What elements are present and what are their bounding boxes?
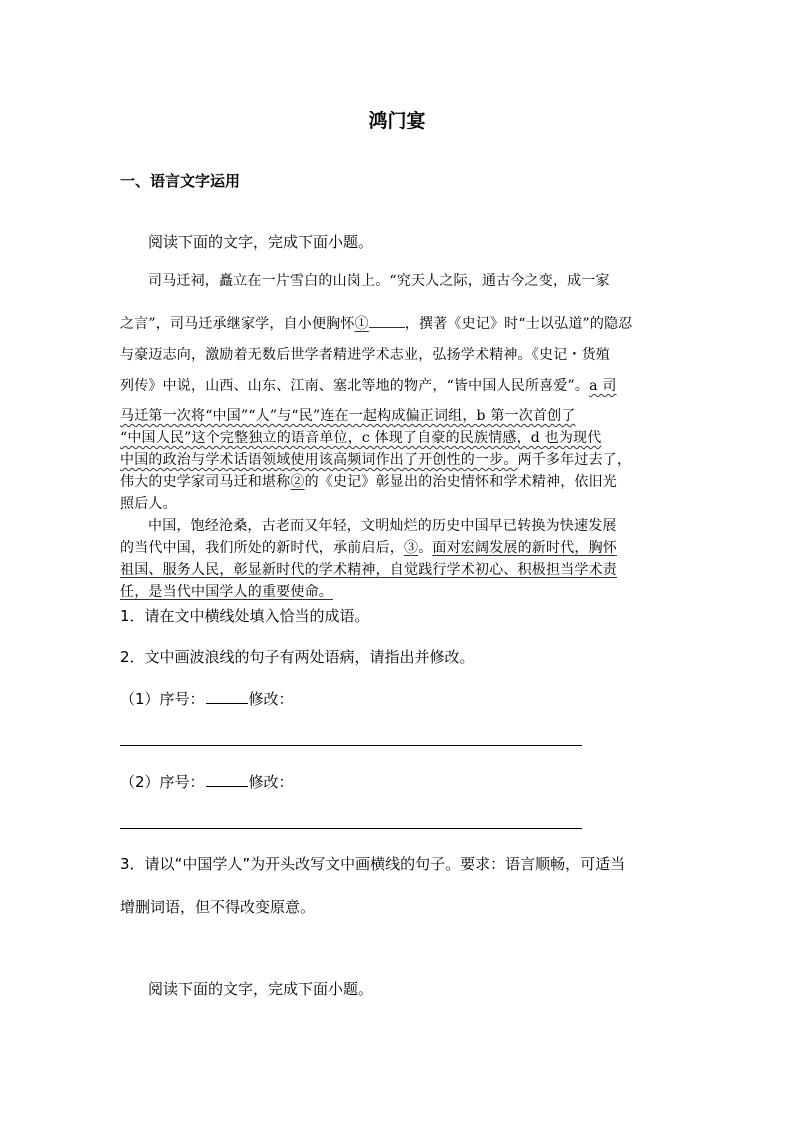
underlined-sentence: 祖国、服务人民，彰显新时代的学术精神，自觉践行学术初心、积极担当学术责 bbox=[120, 562, 617, 578]
passage-line: 司马迁祠，矗立在一片雪白的山岗上。“究天人之际，通古今之变，成一家 bbox=[148, 273, 610, 289]
passage-text: 伟大的史学家司马迁和堪称 bbox=[120, 474, 291, 490]
wavy-sentence: 马迁第一次将“中国”“人”与“民”连在一起构成偏正词组，b 第一次首创了 bbox=[120, 408, 576, 424]
wavy-sentence: “中国人民”这个完整独立的语音单位，c 体现了自豪的民族情感，d 也为现代 bbox=[120, 430, 602, 446]
question-2: 2．文中画波浪线的句子有两处语病，请指出并修改。 bbox=[120, 648, 475, 666]
section-heading: 一、语言文字运用 bbox=[120, 172, 241, 190]
question-2-part-1 bbox=[120, 688, 294, 709]
answer-line-2[interactable] bbox=[120, 828, 582, 829]
passage-line bbox=[120, 537, 617, 557]
passage-line bbox=[120, 313, 632, 333]
reading-instruction-2: 阅读下面的文字，完成下面小题。 bbox=[148, 980, 374, 998]
passage-line: 照后人。 bbox=[120, 496, 177, 512]
passage-text: 之言”，司马迁承继家学，自小便胸怀 bbox=[120, 316, 355, 332]
passage-line: 与豪迈志向，激励着无数后世学者精进学术志业，弘扬学术精神。《史记・货殖 bbox=[120, 347, 610, 363]
passage-line bbox=[120, 449, 631, 469]
passage-text: 的当代中国，我们所处的新时代，承前启后， bbox=[120, 540, 404, 556]
passage-line bbox=[120, 375, 617, 395]
question-3-line-2: 增删词语，但不得改变原意。 bbox=[120, 898, 316, 916]
passage-text: 两千多年过去了， bbox=[517, 452, 632, 468]
passage-line bbox=[120, 427, 601, 447]
passage-line bbox=[120, 581, 333, 601]
serial-answer-blank-2[interactable] bbox=[206, 772, 248, 787]
passage-line: 中国，饱经沧桑，古老而又年轻，文明灿烂的历史中国早已转换为快速发展 bbox=[148, 518, 617, 534]
document-title: 鸿门宴 bbox=[368, 110, 426, 132]
passage-line bbox=[120, 559, 617, 579]
underlined-sentence: 任，是当代中国学人的重要使命。 bbox=[120, 584, 333, 600]
answer-line-1[interactable] bbox=[120, 745, 582, 746]
blank-1-marker: ① bbox=[354, 316, 369, 332]
passage-line bbox=[120, 405, 576, 425]
wavy-sentence: a 司 bbox=[589, 378, 617, 394]
fill-blank-1[interactable] bbox=[369, 313, 405, 328]
blank-2-marker: ② bbox=[290, 474, 305, 490]
serial-label: （2）序号： bbox=[120, 773, 205, 791]
wavy-sentence: 中国的政治与学术话语领域使用该高频词作出了开创性的一步。 bbox=[120, 452, 518, 468]
revision-label: 修改： bbox=[248, 690, 294, 708]
question-3-line-1: 3．请以“中国学人”为开头改写文中画横线的句子。要求：语言顺畅，可适当 bbox=[120, 855, 626, 873]
question-1: 1．请在文中横线处填入恰当的成语。 bbox=[120, 607, 370, 625]
question-2-part-2 bbox=[120, 771, 294, 792]
serial-label: （1）序号： bbox=[120, 690, 205, 708]
underlined-sentence: 面对宏阔发展的新时代，胸怀 bbox=[432, 540, 618, 556]
revision-label: 修改： bbox=[248, 773, 294, 791]
passage-text: 的《史记》彰显出的治史情怀和学术精神，依旧光 bbox=[304, 474, 618, 490]
passage-text: ，撰著《史记》时“士以弘道”的隐忍 bbox=[404, 316, 633, 332]
passage-text: 。 bbox=[418, 540, 433, 556]
serial-answer-blank-1[interactable] bbox=[206, 689, 248, 704]
passage-line bbox=[120, 471, 617, 491]
blank-3-marker: ③ bbox=[404, 540, 419, 556]
passage-text: 列传》中说，山西、山东、江南、塞北等地的物产，“皆中国人民所喜爱”。 bbox=[120, 378, 590, 394]
reading-instruction: 阅读下面的文字，完成下面小题。 bbox=[148, 233, 374, 251]
